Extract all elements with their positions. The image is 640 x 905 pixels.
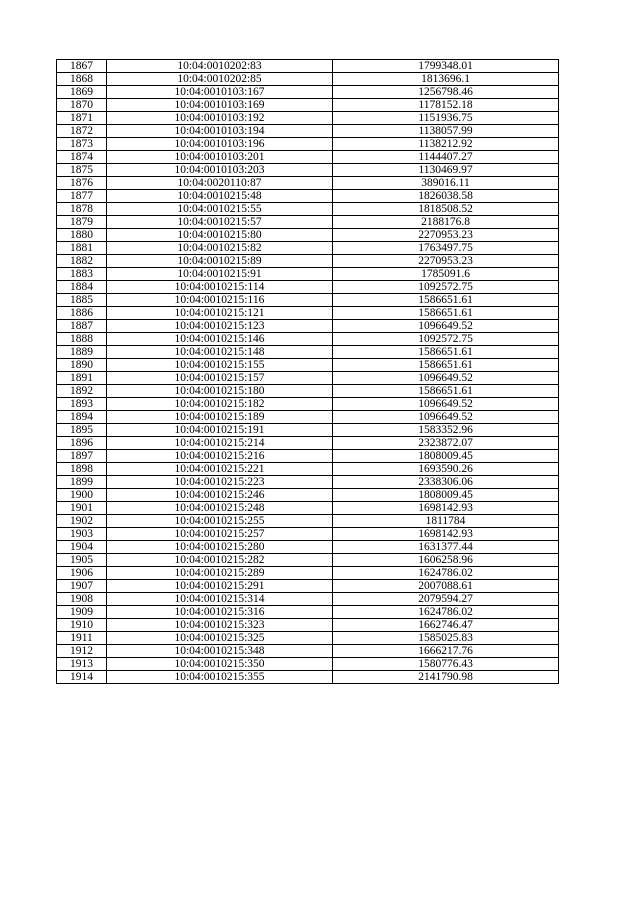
value-cell: 1178152.18: [333, 99, 559, 112]
table-row: [57, 268, 559, 281]
table-row: [57, 294, 559, 307]
value-cell: 1586651.61: [333, 307, 559, 320]
row-number-cell: 1877: [57, 190, 107, 203]
cadastral-number-cell: 10:04:0010215:146: [107, 333, 333, 346]
table-row: [57, 177, 559, 190]
value-cell: 1662746.47: [333, 619, 559, 632]
cadastral-value-table: [56, 59, 559, 684]
value-cell: 1096649.52: [333, 320, 559, 333]
table-body: [57, 60, 559, 684]
table-row: [57, 151, 559, 164]
row-number-cell: 1905: [57, 554, 107, 567]
row-number-cell: 1914: [57, 671, 107, 684]
table-row: [57, 671, 559, 684]
cadastral-number-cell: 10:04:0010215:114: [107, 281, 333, 294]
value-cell: 1826038.58: [333, 190, 559, 203]
value-cell: 1092572.75: [333, 281, 559, 294]
cadastral-number-cell: 10:04:0010215:348: [107, 645, 333, 658]
row-number-cell: 1904: [57, 541, 107, 554]
value-cell: 1586651.61: [333, 346, 559, 359]
table-row: [57, 554, 559, 567]
table-row: [57, 424, 559, 437]
table-row: [57, 398, 559, 411]
cadastral-number-cell: 10:04:0010103:203: [107, 164, 333, 177]
table-row: [57, 411, 559, 424]
cadastral-number-cell: 10:04:0010215:246: [107, 489, 333, 502]
cadastral-number-cell: 10:04:0010215:221: [107, 463, 333, 476]
cadastral-number-cell: 10:04:0010215:57: [107, 216, 333, 229]
row-number-cell: 1871: [57, 112, 107, 125]
row-number-cell: 1894: [57, 411, 107, 424]
row-number-cell: 1868: [57, 73, 107, 86]
row-number-cell: 1907: [57, 580, 107, 593]
value-cell: 1256798.46: [333, 86, 559, 99]
cadastral-number-cell: 10:04:0010215:89: [107, 255, 333, 268]
value-cell: 2270953.23: [333, 255, 559, 268]
table-row: [57, 489, 559, 502]
value-cell: 1130469.97: [333, 164, 559, 177]
value-cell: 1785091.6: [333, 268, 559, 281]
table-row: [57, 190, 559, 203]
value-cell: 1799348.01: [333, 60, 559, 73]
table-row: [57, 73, 559, 86]
cadastral-number-cell: 10:04:0010215:123: [107, 320, 333, 333]
value-cell: 1096649.52: [333, 372, 559, 385]
row-number-cell: 1867: [57, 60, 107, 73]
value-cell: 1586651.61: [333, 294, 559, 307]
cadastral-number-cell: 10:04:0010215:216: [107, 450, 333, 463]
row-number-cell: 1869: [57, 86, 107, 99]
row-number-cell: 1911: [57, 632, 107, 645]
cadastral-number-cell: 10:04:0010215:280: [107, 541, 333, 554]
row-number-cell: 1889: [57, 346, 107, 359]
cadastral-number-cell: 10:04:0010215:291: [107, 580, 333, 593]
row-number-cell: 1912: [57, 645, 107, 658]
row-number-cell: 1893: [57, 398, 107, 411]
row-number-cell: 1901: [57, 502, 107, 515]
value-cell: 1580776.43: [333, 658, 559, 671]
value-cell: 1808009.45: [333, 450, 559, 463]
table-row: [57, 112, 559, 125]
row-number-cell: 1887: [57, 320, 107, 333]
cadastral-number-cell: 10:04:0010215:248: [107, 502, 333, 515]
value-cell: 1585025.83: [333, 632, 559, 645]
value-cell: 1138057.99: [333, 125, 559, 138]
row-number-cell: 1910: [57, 619, 107, 632]
table-row: [57, 619, 559, 632]
cadastral-number-cell: 10:04:0010215:155: [107, 359, 333, 372]
value-cell: 389016.11: [333, 177, 559, 190]
value-cell: 1624786.02: [333, 606, 559, 619]
table-row: [57, 372, 559, 385]
table-row: [57, 658, 559, 671]
value-cell: 2007088.61: [333, 580, 559, 593]
table-row: [57, 515, 559, 528]
cadastral-number-cell: 10:04:0010215:350: [107, 658, 333, 671]
row-number-cell: 1906: [57, 567, 107, 580]
table-row: [57, 255, 559, 268]
row-number-cell: 1874: [57, 151, 107, 164]
cadastral-number-cell: 10:04:0010215:316: [107, 606, 333, 619]
table-row: [57, 463, 559, 476]
value-cell: 2188176.8: [333, 216, 559, 229]
cadastral-number-cell: 10:04:0010215:91: [107, 268, 333, 281]
table-row: [57, 320, 559, 333]
table-row: [57, 346, 559, 359]
row-number-cell: 1903: [57, 528, 107, 541]
value-cell: 1763497.75: [333, 242, 559, 255]
cadastral-number-cell: 10:04:0010215:323: [107, 619, 333, 632]
value-cell: 1813696.1: [333, 73, 559, 86]
table-row: [57, 541, 559, 554]
table-row: [57, 437, 559, 450]
row-number-cell: 1896: [57, 437, 107, 450]
row-number-cell: 1899: [57, 476, 107, 489]
cadastral-number-cell: 10:04:0010215:80: [107, 229, 333, 242]
cadastral-number-cell: 10:04:0010215:282: [107, 554, 333, 567]
cadastral-number-cell: 10:04:0010103:194: [107, 125, 333, 138]
cadastral-number-cell: 10:04:0010215:121: [107, 307, 333, 320]
table-row: [57, 281, 559, 294]
table-row: [57, 99, 559, 112]
row-number-cell: 1900: [57, 489, 107, 502]
row-number-cell: 1888: [57, 333, 107, 346]
cadastral-number-cell: 10:04:0020110:87: [107, 177, 333, 190]
row-number-cell: 1876: [57, 177, 107, 190]
row-number-cell: 1873: [57, 138, 107, 151]
table-row: [57, 593, 559, 606]
value-cell: 2270953.23: [333, 229, 559, 242]
value-cell: 1144407.27: [333, 151, 559, 164]
cadastral-number-cell: 10:04:0010103:169: [107, 99, 333, 112]
row-number-cell: 1880: [57, 229, 107, 242]
cadastral-number-cell: 10:04:0010215:55: [107, 203, 333, 216]
value-cell: 2323872.07: [333, 437, 559, 450]
cadastral-number-cell: 10:04:0010215:214: [107, 437, 333, 450]
cadastral-number-cell: 10:04:0010215:182: [107, 398, 333, 411]
row-number-cell: 1885: [57, 294, 107, 307]
row-number-cell: 1875: [57, 164, 107, 177]
row-number-cell: 1908: [57, 593, 107, 606]
cadastral-number-cell: 10:04:0010215:314: [107, 593, 333, 606]
value-cell: 1586651.61: [333, 359, 559, 372]
value-cell: 1096649.52: [333, 398, 559, 411]
cadastral-number-cell: 10:04:0010202:85: [107, 73, 333, 86]
table-row: [57, 502, 559, 515]
row-number-cell: 1890: [57, 359, 107, 372]
value-cell: 1631377.44: [333, 541, 559, 554]
cadastral-number-cell: 10:04:0010103:167: [107, 86, 333, 99]
row-number-cell: 1909: [57, 606, 107, 619]
row-number-cell: 1902: [57, 515, 107, 528]
row-number-cell: 1891: [57, 372, 107, 385]
table-row: [57, 450, 559, 463]
table-row: [57, 86, 559, 99]
table-row: [57, 528, 559, 541]
table-row: [57, 606, 559, 619]
cadastral-number-cell: 10:04:0010103:201: [107, 151, 333, 164]
cadastral-number-cell: 10:04:0010215:223: [107, 476, 333, 489]
cadastral-number-cell: 10:04:0010215:180: [107, 385, 333, 398]
row-number-cell: 1895: [57, 424, 107, 437]
cadastral-number-cell: 10:04:0010215:325: [107, 632, 333, 645]
row-number-cell: 1892: [57, 385, 107, 398]
cadastral-number-cell: 10:04:0010215:148: [107, 346, 333, 359]
table-row: [57, 333, 559, 346]
value-cell: 2141790.98: [333, 671, 559, 684]
row-number-cell: 1878: [57, 203, 107, 216]
value-cell: 1151936.75: [333, 112, 559, 125]
table-row: [57, 242, 559, 255]
cadastral-number-cell: 10:04:0010215:189: [107, 411, 333, 424]
table-row: [57, 125, 559, 138]
value-cell: 1138212.92: [333, 138, 559, 151]
row-number-cell: 1913: [57, 658, 107, 671]
table-row: [57, 203, 559, 216]
cadastral-number-cell: 10:04:0010103:196: [107, 138, 333, 151]
cadastral-number-cell: 10:04:0010202:83: [107, 60, 333, 73]
table-row: [57, 138, 559, 151]
cadastral-number-cell: 10:04:0010103:192: [107, 112, 333, 125]
value-cell: 1583352.96: [333, 424, 559, 437]
table-row: [57, 229, 559, 242]
table-row: [57, 60, 559, 73]
value-cell: 1624786.02: [333, 567, 559, 580]
value-cell: 1698142.93: [333, 528, 559, 541]
value-cell: 1698142.93: [333, 502, 559, 515]
cadastral-number-cell: 10:04:0010215:157: [107, 372, 333, 385]
cadastral-number-cell: 10:04:0010215:257: [107, 528, 333, 541]
table-row: [57, 385, 559, 398]
value-cell: 1606258.96: [333, 554, 559, 567]
table-row: [57, 580, 559, 593]
table-row: [57, 307, 559, 320]
table-row: [57, 632, 559, 645]
cadastral-number-cell: 10:04:0010215:355: [107, 671, 333, 684]
table-row: [57, 645, 559, 658]
row-number-cell: 1883: [57, 268, 107, 281]
value-cell: 1096649.52: [333, 411, 559, 424]
value-cell: 2338306.06: [333, 476, 559, 489]
row-number-cell: 1879: [57, 216, 107, 229]
cadastral-number-cell: 10:04:0010215:116: [107, 294, 333, 307]
value-cell: 1811784: [333, 515, 559, 528]
value-cell: 1092572.75: [333, 333, 559, 346]
row-number-cell: 1882: [57, 255, 107, 268]
row-number-cell: 1870: [57, 99, 107, 112]
cadastral-number-cell: 10:04:0010215:191: [107, 424, 333, 437]
cadastral-number-cell: 10:04:0010215:82: [107, 242, 333, 255]
row-number-cell: 1872: [57, 125, 107, 138]
table-row: [57, 476, 559, 489]
row-number-cell: 1897: [57, 450, 107, 463]
cadastral-number-cell: 10:04:0010215:289: [107, 567, 333, 580]
value-cell: 2079594.27: [333, 593, 559, 606]
row-number-cell: 1898: [57, 463, 107, 476]
value-cell: 1666217.76: [333, 645, 559, 658]
row-number-cell: 1886: [57, 307, 107, 320]
cadastral-number-cell: 10:04:0010215:48: [107, 190, 333, 203]
value-cell: 1586651.61: [333, 385, 559, 398]
row-number-cell: 1884: [57, 281, 107, 294]
row-number-cell: 1881: [57, 242, 107, 255]
table-row: [57, 164, 559, 177]
table-row: [57, 359, 559, 372]
value-cell: 1808009.45: [333, 489, 559, 502]
value-cell: 1693590.26: [333, 463, 559, 476]
cadastral-number-cell: 10:04:0010215:255: [107, 515, 333, 528]
table-row: [57, 216, 559, 229]
table-row: [57, 567, 559, 580]
value-cell: 1818508.52: [333, 203, 559, 216]
